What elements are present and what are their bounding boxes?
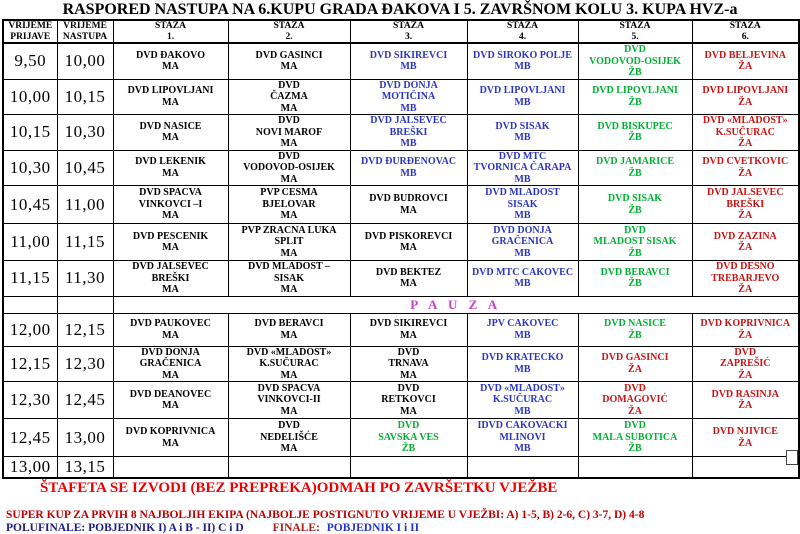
staza-cell-6: DVD RASINJA ŽA <box>692 382 799 419</box>
staza-cell-5: DVD SISAK ŽB <box>578 186 692 224</box>
staza-cell-5: DVD JAMARICE ŽB <box>578 150 692 186</box>
time-nastup-cell: 12,30 <box>57 346 113 382</box>
staza-cell-1: DVD PAUKOVEC MA <box>113 313 228 346</box>
time-prijava-cell: 12,30 <box>3 382 57 419</box>
schedule-row <box>3 313 799 346</box>
staza-cell-3: DVD SAVSKA VES ŽB <box>350 419 467 457</box>
staza-cell-6: DVD ZAPREŠIĆ ŽA <box>692 346 799 382</box>
column-header-staza-6: STAZA 6. <box>692 20 799 43</box>
time-cell-empty <box>57 296 113 313</box>
footer-superkup-note: SUPER KUP ZA PRVIH 8 NAJBOLJIH EKIPA (NAJBOLJE POSTIGNUTO VRIJEME U VJEŽBI: A) 1-5, B) 2-6, C) 3-7, D) 4-8 <box>6 509 645 521</box>
time-nastup-cell: 11,15 <box>57 224 113 261</box>
schedule-row <box>3 261 799 297</box>
small-empty-box <box>786 450 798 465</box>
time-nastup-cell: 13,15 <box>57 457 113 479</box>
staza-cell-2: DVD BERAVCI MA <box>228 313 350 346</box>
staza-cell-1: DVD DONJA GRAČENICA MA <box>113 346 228 382</box>
staza-cell-1: DVD JALSEVEC BREŠKI MA <box>113 261 228 297</box>
time-nastup-cell: 11,00 <box>57 186 113 224</box>
staza-cell-5: DVD MLADOST SISAK ŽB <box>578 224 692 261</box>
staza-cell-3: DVD SIKIREVCI MA <box>350 313 467 346</box>
staza-cell-6: DVD CVETKOVIC ŽA <box>692 150 799 186</box>
staza-cell-3: DVD PISKOREVCI MA <box>350 224 467 261</box>
staza-cell-1 <box>113 457 228 479</box>
staza-cell-1: DVD KOPRIVNICA MA <box>113 419 228 457</box>
time-nastup-cell: 10,30 <box>57 115 113 151</box>
schedule-row <box>3 419 799 457</box>
staza-cell-5: DVD DOMAGOVIĆ ŽA <box>578 382 692 419</box>
staza-cell-3: DVD JALSEVEC BREŠKI MB <box>350 115 467 151</box>
time-prijava-cell: 12,45 <box>3 419 57 457</box>
staza-cell-3: DVD BEKTEZ MA <box>350 261 467 297</box>
staza-cell-2: DVD SPACVA VINKOVCI-II MA <box>228 382 350 419</box>
schedule-row <box>3 150 799 186</box>
staza-cell-5: DVD MALA SUBOTICA ŽB <box>578 419 692 457</box>
staza-cell-5: DVD NASICE ŽB <box>578 313 692 346</box>
schedule-row <box>3 79 799 115</box>
staza-cell-4: DVD MLADOST SISAK MB <box>467 186 578 224</box>
time-prijava-cell: 10,45 <box>3 186 57 224</box>
finale-text: POBJEDNIK I i II <box>326 522 420 534</box>
staza-cell-1: DVD LIPOVLJANI MA <box>113 79 228 115</box>
document-title: RASPORED NASTUPA NA 6.KUPU GRADA ĐAKOVA I 5. ZAVRŠNOM KOLU 3. KUPA HVZ-a <box>62 1 738 18</box>
staza-cell-4: DVD KRATECKO MB <box>467 346 578 382</box>
staza-cell-4: DVD «MLADOST» K.SUČURAC MB <box>467 382 578 419</box>
staza-cell-3 <box>350 457 467 479</box>
time-prijava-cell: 10,30 <box>3 150 57 186</box>
staza-cell-4: JPV CAKOVEC MB <box>467 313 578 346</box>
time-prijava-cell: 9,50 <box>3 43 57 79</box>
pauza-cell: P A U Z A <box>113 296 799 313</box>
staza-cell-1: DVD LEKENIK MA <box>113 150 228 186</box>
time-prijava-cell: 10,00 <box>3 79 57 115</box>
staza-cell-6: DVD LIPOVLJANI ŽA <box>692 79 799 115</box>
column-header-staza-4: STAZA 4. <box>467 20 578 43</box>
staza-cell-3: DVD SIKIREVCI MB <box>350 43 467 79</box>
schedule-row <box>3 186 799 224</box>
staza-cell-2: DVD VODOVOD-OSIJEK MA <box>228 150 350 186</box>
column-header-prijava: VRIJEME PRIJAVE <box>3 20 57 43</box>
staza-cell-5: DVD VODOVOD-OSIJEK ŽB <box>578 43 692 79</box>
staza-cell-1: DVD ĐAKOVO MA <box>113 43 228 79</box>
staza-cell-4: DVD MTC CAKOVEC MB <box>467 261 578 297</box>
staza-cell-5: DVD GASINCI ŽA <box>578 346 692 382</box>
staza-cell-2: DVD «MLADOST» K.SUČURAC MA <box>228 346 350 382</box>
staza-cell-2: DVD ČAZMA MA <box>228 79 350 115</box>
time-prijava-cell: 11,15 <box>3 261 57 297</box>
staza-cell-6: DVD NJIVICE ŽA <box>692 419 799 457</box>
staza-cell-3: DVD DONJA MOTIČINA MB <box>350 79 467 115</box>
staza-cell-4: DVD SISAK MB <box>467 115 578 151</box>
staza-cell-4 <box>467 457 578 479</box>
staza-cell-4: DVD SIROKO POLJE MB <box>467 43 578 79</box>
staza-cell-1: DVD PESCENIK MA <box>113 224 228 261</box>
column-header-staza-1: STAZA 1. <box>113 20 228 43</box>
schedule-row <box>3 382 799 419</box>
column-header-staza-2: STAZA 2. <box>228 20 350 43</box>
staza-cell-1: DVD SPACVA VINKOVCI –I MA <box>113 186 228 224</box>
staza-cell-4: DVD LIPOVLJANI MB <box>467 79 578 115</box>
time-nastup-cell: 13,00 <box>57 419 113 457</box>
time-nastup-cell: 12,45 <box>57 382 113 419</box>
schedule-row <box>3 346 799 382</box>
time-nastup-cell: 11,30 <box>57 261 113 297</box>
time-nastup-cell: 12,15 <box>57 313 113 346</box>
footer-finale-note <box>6 522 800 534</box>
time-prijava-cell: 12,15 <box>3 346 57 382</box>
staza-cell-2: DVD MLADOST – SISAK MA <box>228 261 350 297</box>
staza-cell-2: PVP ZRACNA LUKA SPLIT MA <box>228 224 350 261</box>
staza-cell-6: DVD DESNO TREBARJEVO ŽA <box>692 261 799 297</box>
staza-cell-4: DVD MTC TVORNICA ČARAPA MB <box>467 150 578 186</box>
staza-cell-5: DVD LIPOVLJANI ŽB <box>578 79 692 115</box>
polufinale-text: POLUFINALE: POBJEDNIK I) A i B - II) C i D <box>6 522 244 534</box>
time-nastup-cell: 10,15 <box>57 79 113 115</box>
pauza-row <box>3 296 799 313</box>
schedule-row <box>3 115 799 151</box>
footer-stafeta-note: ŠTAFETA SE IZVODI (BEZ PREPREKA)ODMAH PO ZAVRŠETKU VJEŽBE <box>40 480 558 496</box>
column-header-staza-5: STAZA 5. <box>578 20 692 43</box>
time-prijava-cell: 10,15 <box>3 115 57 151</box>
staza-cell-2 <box>228 457 350 479</box>
schedule-table <box>2 19 800 479</box>
schedule-row <box>3 457 799 479</box>
staza-cell-6 <box>692 457 799 479</box>
staza-cell-2: DVD GASINCI MA <box>228 43 350 79</box>
column-header-nastup: VRIJEME NASTUPA <box>57 20 113 43</box>
staza-cell-5: DVD BISKUPEC ŽB <box>578 115 692 151</box>
finale-label: FINALE: <box>272 522 320 534</box>
schedule-row <box>3 224 799 261</box>
staza-cell-3: DVD TRNAVA MA <box>350 346 467 382</box>
staza-cell-4: IDVD CAKOVACKI MLINOVI MB <box>467 419 578 457</box>
staza-cell-6: DVD KOPRIVNICA ŽA <box>692 313 799 346</box>
time-prijava-cell: 13,00 <box>3 457 57 479</box>
staza-cell-2: DVD NEDELIŠĆE MA <box>228 419 350 457</box>
time-cell-empty <box>3 296 57 313</box>
staza-cell-2: PVP CESMA BJELOVAR MA <box>228 186 350 224</box>
time-nastup-cell: 10,45 <box>57 150 113 186</box>
staza-cell-5 <box>578 457 692 479</box>
staza-cell-3: DVD RETKOVCI MA <box>350 382 467 419</box>
staza-cell-5: DVD BERAVCI ŽB <box>578 261 692 297</box>
staza-cell-4: DVD DONJA GRAČENICA MB <box>467 224 578 261</box>
staza-cell-1: DVD NASICE MA <box>113 115 228 151</box>
staza-cell-3: DVD ĐURĐENOVAC MB <box>350 150 467 186</box>
staza-cell-1: DVD DEANOVEC MA <box>113 382 228 419</box>
column-header-staza-3: STAZA 3. <box>350 20 467 43</box>
staza-cell-6: DVD JALSEVEC BREŠKI ŽA <box>692 186 799 224</box>
schedule-row <box>3 43 799 79</box>
staza-cell-2: DVD NOVI MAROF MA <box>228 115 350 151</box>
schedule-table-body <box>3 43 799 478</box>
staza-cell-6: DVD BELJEVINA ŽA <box>692 43 799 79</box>
staza-cell-6: DVD ZAZINA ŽA <box>692 224 799 261</box>
time-prijava-cell: 12,00 <box>3 313 57 346</box>
schedule-table-header <box>3 20 799 43</box>
time-nastup-cell: 10,00 <box>57 43 113 79</box>
time-prijava-cell: 11,00 <box>3 224 57 261</box>
staza-cell-6: DVD «MLADOST» K.SUČURAC ŽA <box>692 115 799 151</box>
staza-cell-3: DVD BUDROVCI MA <box>350 186 467 224</box>
